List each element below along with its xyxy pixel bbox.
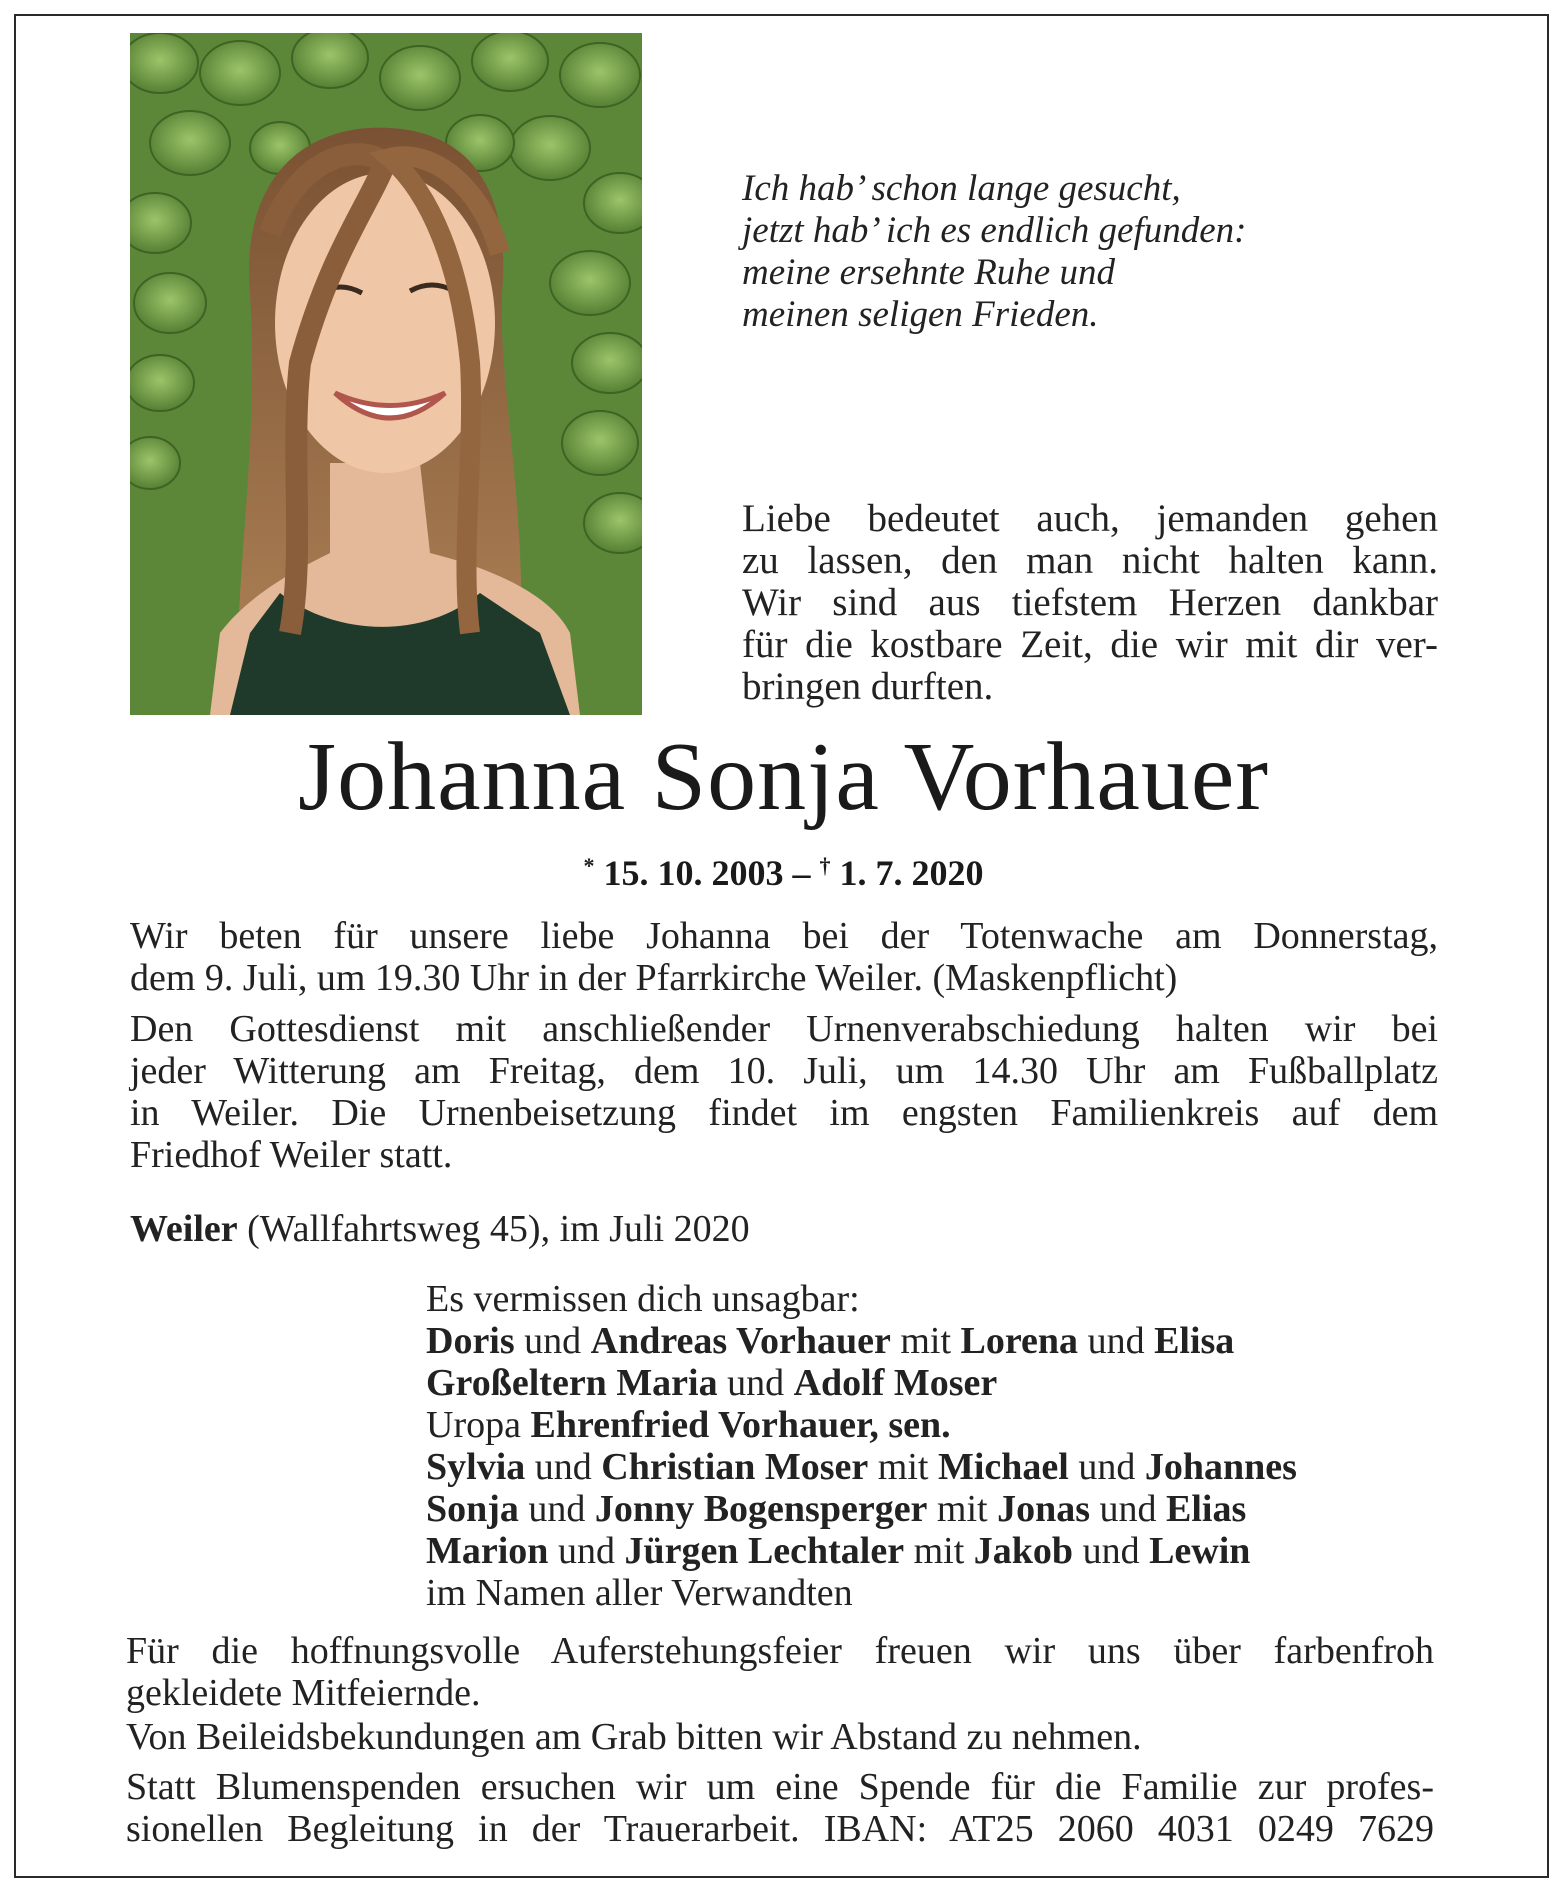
quote-line: Ich hab’ schon lange gesucht, <box>742 168 1181 209</box>
mourner-name: Michael <box>937 1446 1069 1488</box>
mourner-connector: und <box>514 1320 591 1362</box>
death-symbol: † <box>819 853 831 878</box>
quote-line: meine ersehnte Ruhe und <box>742 252 1115 293</box>
mourner-connector: mit <box>904 1530 974 1572</box>
mourner-connector: und <box>548 1530 625 1572</box>
saying-line: für die kostbare Zeit, die wir mit dir ver- <box>742 623 1438 666</box>
mourner-connector: und <box>518 1488 595 1530</box>
donation-paragraph <box>126 1766 1434 1850</box>
mourner-row <box>426 1446 1297 1488</box>
memorial-saying <box>742 498 1438 708</box>
quote-line: meinen seligen Frieden. <box>742 294 1099 335</box>
birth-symbol: * <box>583 853 595 878</box>
mourner-name: Ehrenfried Vorhauer, sen. <box>530 1404 951 1446</box>
mourner-connector: und <box>717 1362 794 1404</box>
mourners-closing: im Namen aller Verwandten <box>426 1572 853 1614</box>
donation-line: Statt Blumenspenden ersuchen wir um eine Spende für die Familie zur profes- <box>126 1766 1434 1808</box>
mourner-name: Sonja <box>426 1488 519 1530</box>
portrait-illustration <box>130 33 642 715</box>
portrait-photo <box>130 33 642 715</box>
mourner-connector: mit <box>890 1320 961 1362</box>
distance-paragraph <box>126 1716 1434 1758</box>
vigil-line: Wir beten für unsere liebe Johanna bei der Totenwache am Donnerstag, <box>130 915 1438 957</box>
celebration-paragraph <box>126 1630 1434 1714</box>
donation-line: sionellen Begleitung in der Trauerarbeit. IBAN: AT25 2060 4031 0249 7629 <box>126 1808 1434 1850</box>
mourner-name: Christian Moser <box>601 1446 869 1488</box>
mourners-list <box>426 1278 1297 1614</box>
place-date <box>130 1208 750 1250</box>
mourner-name: Doris <box>426 1320 515 1362</box>
mourner-name: Jonas <box>997 1488 1091 1530</box>
mourner-connector: Uropa <box>426 1404 531 1446</box>
birth-date: 15. 10. 2003 <box>603 853 784 893</box>
deceased-name: Johanna Sonja Vorhauer <box>298 723 1269 831</box>
mourner-row <box>426 1404 1297 1446</box>
saying-line: zu lassen, den man nicht halten kann. <box>742 539 1438 582</box>
celebration-line: gekleidete Mitfeiernde. <box>126 1672 481 1714</box>
mourner-name: Großeltern Maria <box>426 1362 718 1404</box>
mourners-intro: Es vermissen dich unsagbar: <box>426 1278 860 1320</box>
mourner-connector: und <box>1073 1530 1150 1572</box>
mourner-name: Elias <box>1166 1488 1247 1530</box>
saying-line: Liebe bedeutet auch, jemanden gehen <box>742 497 1438 540</box>
death-date: 1. 7. 2020 <box>839 853 984 893</box>
mourner-row <box>426 1320 1297 1362</box>
mourner-row <box>426 1530 1297 1572</box>
mourner-name: Lewin <box>1149 1530 1251 1572</box>
mourner-name: Jonny Bogensperger <box>594 1488 928 1530</box>
memorial-quote <box>742 168 1247 336</box>
place-town: Weiler <box>130 1208 238 1250</box>
distance-line: Von Beileidsbekundungen am Grab bitten wir Abstand zu nehmen. <box>126 1716 1142 1758</box>
mourner-connector: und <box>1090 1488 1167 1530</box>
mourner-name: Marion <box>426 1530 549 1572</box>
mourner-connector: und <box>1078 1320 1155 1362</box>
mourner-row <box>426 1488 1297 1530</box>
mourner-connector: und <box>1068 1446 1145 1488</box>
mourner-name: Jürgen Lechtaler <box>624 1530 905 1572</box>
mourner-connector: und <box>525 1446 602 1488</box>
mourner-connector: mit <box>927 1488 998 1530</box>
mourner-connector: mit <box>868 1446 938 1488</box>
life-dates <box>0 844 1567 895</box>
quote-line: jetzt hab’ ich es endlich gefunden: <box>742 210 1247 251</box>
mourner-name: Johannes <box>1144 1446 1297 1488</box>
service-paragraph <box>130 1008 1438 1176</box>
vigil-line: dem 9. Juli, um 19.30 Uhr in der Pfarrkirche Weiler. (Maskenpflicht) <box>130 957 1178 999</box>
vigil-paragraph <box>130 915 1438 999</box>
saying-line: Wir sind aus tiefstem Herzen dankbar <box>742 581 1438 624</box>
service-line: jeder Witterung am Freitag, dem 10. Juli, um 14.30 Uhr am Fußballplatz <box>130 1050 1438 1092</box>
mourner-name: Lorena <box>960 1320 1079 1362</box>
service-line: Friedhof Weiler statt. <box>130 1134 453 1176</box>
service-line: Den Gottesdienst mit anschließender Urnenverabschiedung halten wir bei <box>130 1008 1438 1050</box>
mourner-name: Jakob <box>973 1530 1074 1572</box>
mourner-name: Adolf Moser <box>793 1362 998 1404</box>
mourner-row <box>426 1362 1297 1404</box>
mourner-name: Elisa <box>1154 1320 1235 1362</box>
mourner-name: Sylvia <box>426 1446 526 1488</box>
date-dash: – <box>792 853 811 893</box>
place-rest: (Wallfahrtsweg 45), im Juli 2020 <box>237 1208 750 1250</box>
celebration-line: Für die hoffnungsvolle Auferstehungsfeier freuen wir uns über farbenfroh <box>126 1630 1434 1672</box>
mourner-name: Andreas Vorhauer <box>590 1320 891 1362</box>
saying-line: bringen durften. <box>742 665 994 708</box>
service-line: in Weiler. Die Urnenbeisetzung findet im engsten Familienkreis auf dem <box>130 1092 1438 1134</box>
